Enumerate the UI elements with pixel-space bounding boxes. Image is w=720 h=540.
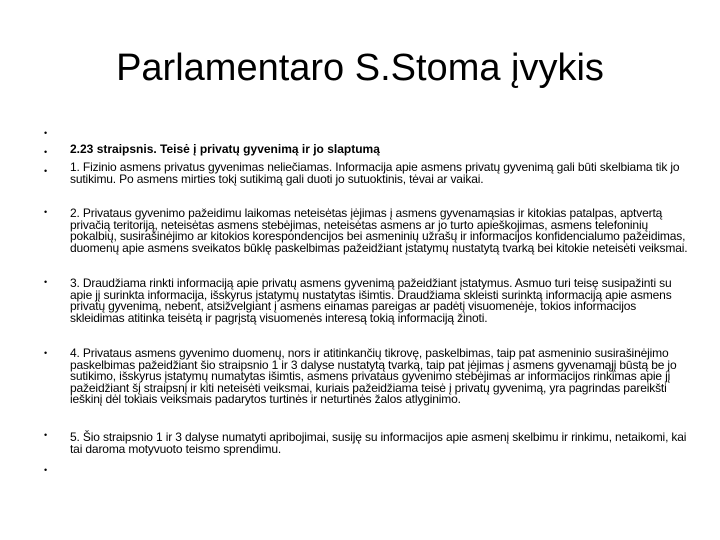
bullet-marker: •: [44, 147, 48, 157]
article-paragraph-5: 5. Šio straipsnio 1 ir 3 dalyse numatyti apribojimai, susiję su informacijos apie asmenį skelbimu ir rinkimu, netaikomi, kai tai daroma motyvuoto teismo sprendimu.: [70, 430, 687, 456]
article-paragraph-4: 4. Privataus asmens gyvenimo duomenų, nors ir atitinkančių tikrovę, paskelbimas, taip pat asmeninio susirašinėjimo paskelbimas pažeidžiant šio straipsnio 1 ir 3 dalyse nustatytą tvarką, taip pat įėjimas į asmens gyvenamąjį būstą be jo sutikimo, išskyrus įstatymų numatytas išimtis, asmens privataus gyvenimo stebėjimas ar informacijos rinkimas apie jį pažeidžiant šį straipsnį ir kiti neteisėti veiksmai, kuriais pažeidžiama teisė į privatų gyvenimą, yra pagrindas pareikšti ieškinį dėl tokiais veiksmais padarytos turtinės ir neturtinės žalos atlyginimo.: [70, 346, 677, 407]
bullet-marker: •: [44, 430, 48, 440]
article-paragraph-1: 1. Fizinio asmens privatus gyvenimas neliečiamas. Informacija apie asmens privatų gyvenimą gali būti skelbiama tik jo sutikimu. Po asmens mirties tokį sutikimą gali duoti jo sutuoktinis, tėvai ar vaikai.: [70, 160, 680, 186]
bullet-marker: •: [44, 277, 48, 287]
bullet-marker: •: [44, 207, 48, 217]
slide-title: Parlamentaro S.Stoma įvykis: [116, 47, 604, 89]
article-paragraph-2: 2. Privataus gyvenimo pažeidimu laikomas neteisėtas įėjimas į asmens gyvenamąsias ir kitokias patalpas, aptvertą privačią teritoriją, neteisėtas asmens stebėjimas, neteisėtas asmens ar jo turto apieškojimas, asmens telefoninių pokalbių, susirašinėjimo ar kitokios korespondencijos bei asmeninių užrašų ir informacijos konfidencialumo pažeidimas, duomenų apie asmens sveikatos būklę paskelbimas pažeidžiant įstatymų nustatytą tvarką bei kitokie neteisėti veiksmai.: [70, 206, 688, 255]
bullet-marker: •: [44, 465, 48, 475]
bullet-marker: •: [44, 166, 48, 176]
bullet-marker: •: [44, 128, 48, 138]
article-heading: 2.23 straipsnis. Teisė į privatų gyvenimą ir jo slaptumą: [70, 142, 380, 156]
article-paragraph-3: 3. Draudžiama rinkti informaciją apie privatų asmens gyvenimą pažeidžiant įstatymus. Asmuo turi teisę susipažinti su apie jį surinkta informacija, išskyrus įstatymų nustatytas išimtis. Draudžiama skleisti surinktą informaciją apie asmens privatų gyvenimą, nebent, atsižvelgiant į asmens einamas pareigas ar padėtį visuomenėje, tokios informacijos skleidimas atitinka teisėtą ir pagrįstą visuomenės interesą tokią informaciją žinoti.: [70, 276, 672, 325]
bullet-marker: •: [44, 348, 48, 358]
